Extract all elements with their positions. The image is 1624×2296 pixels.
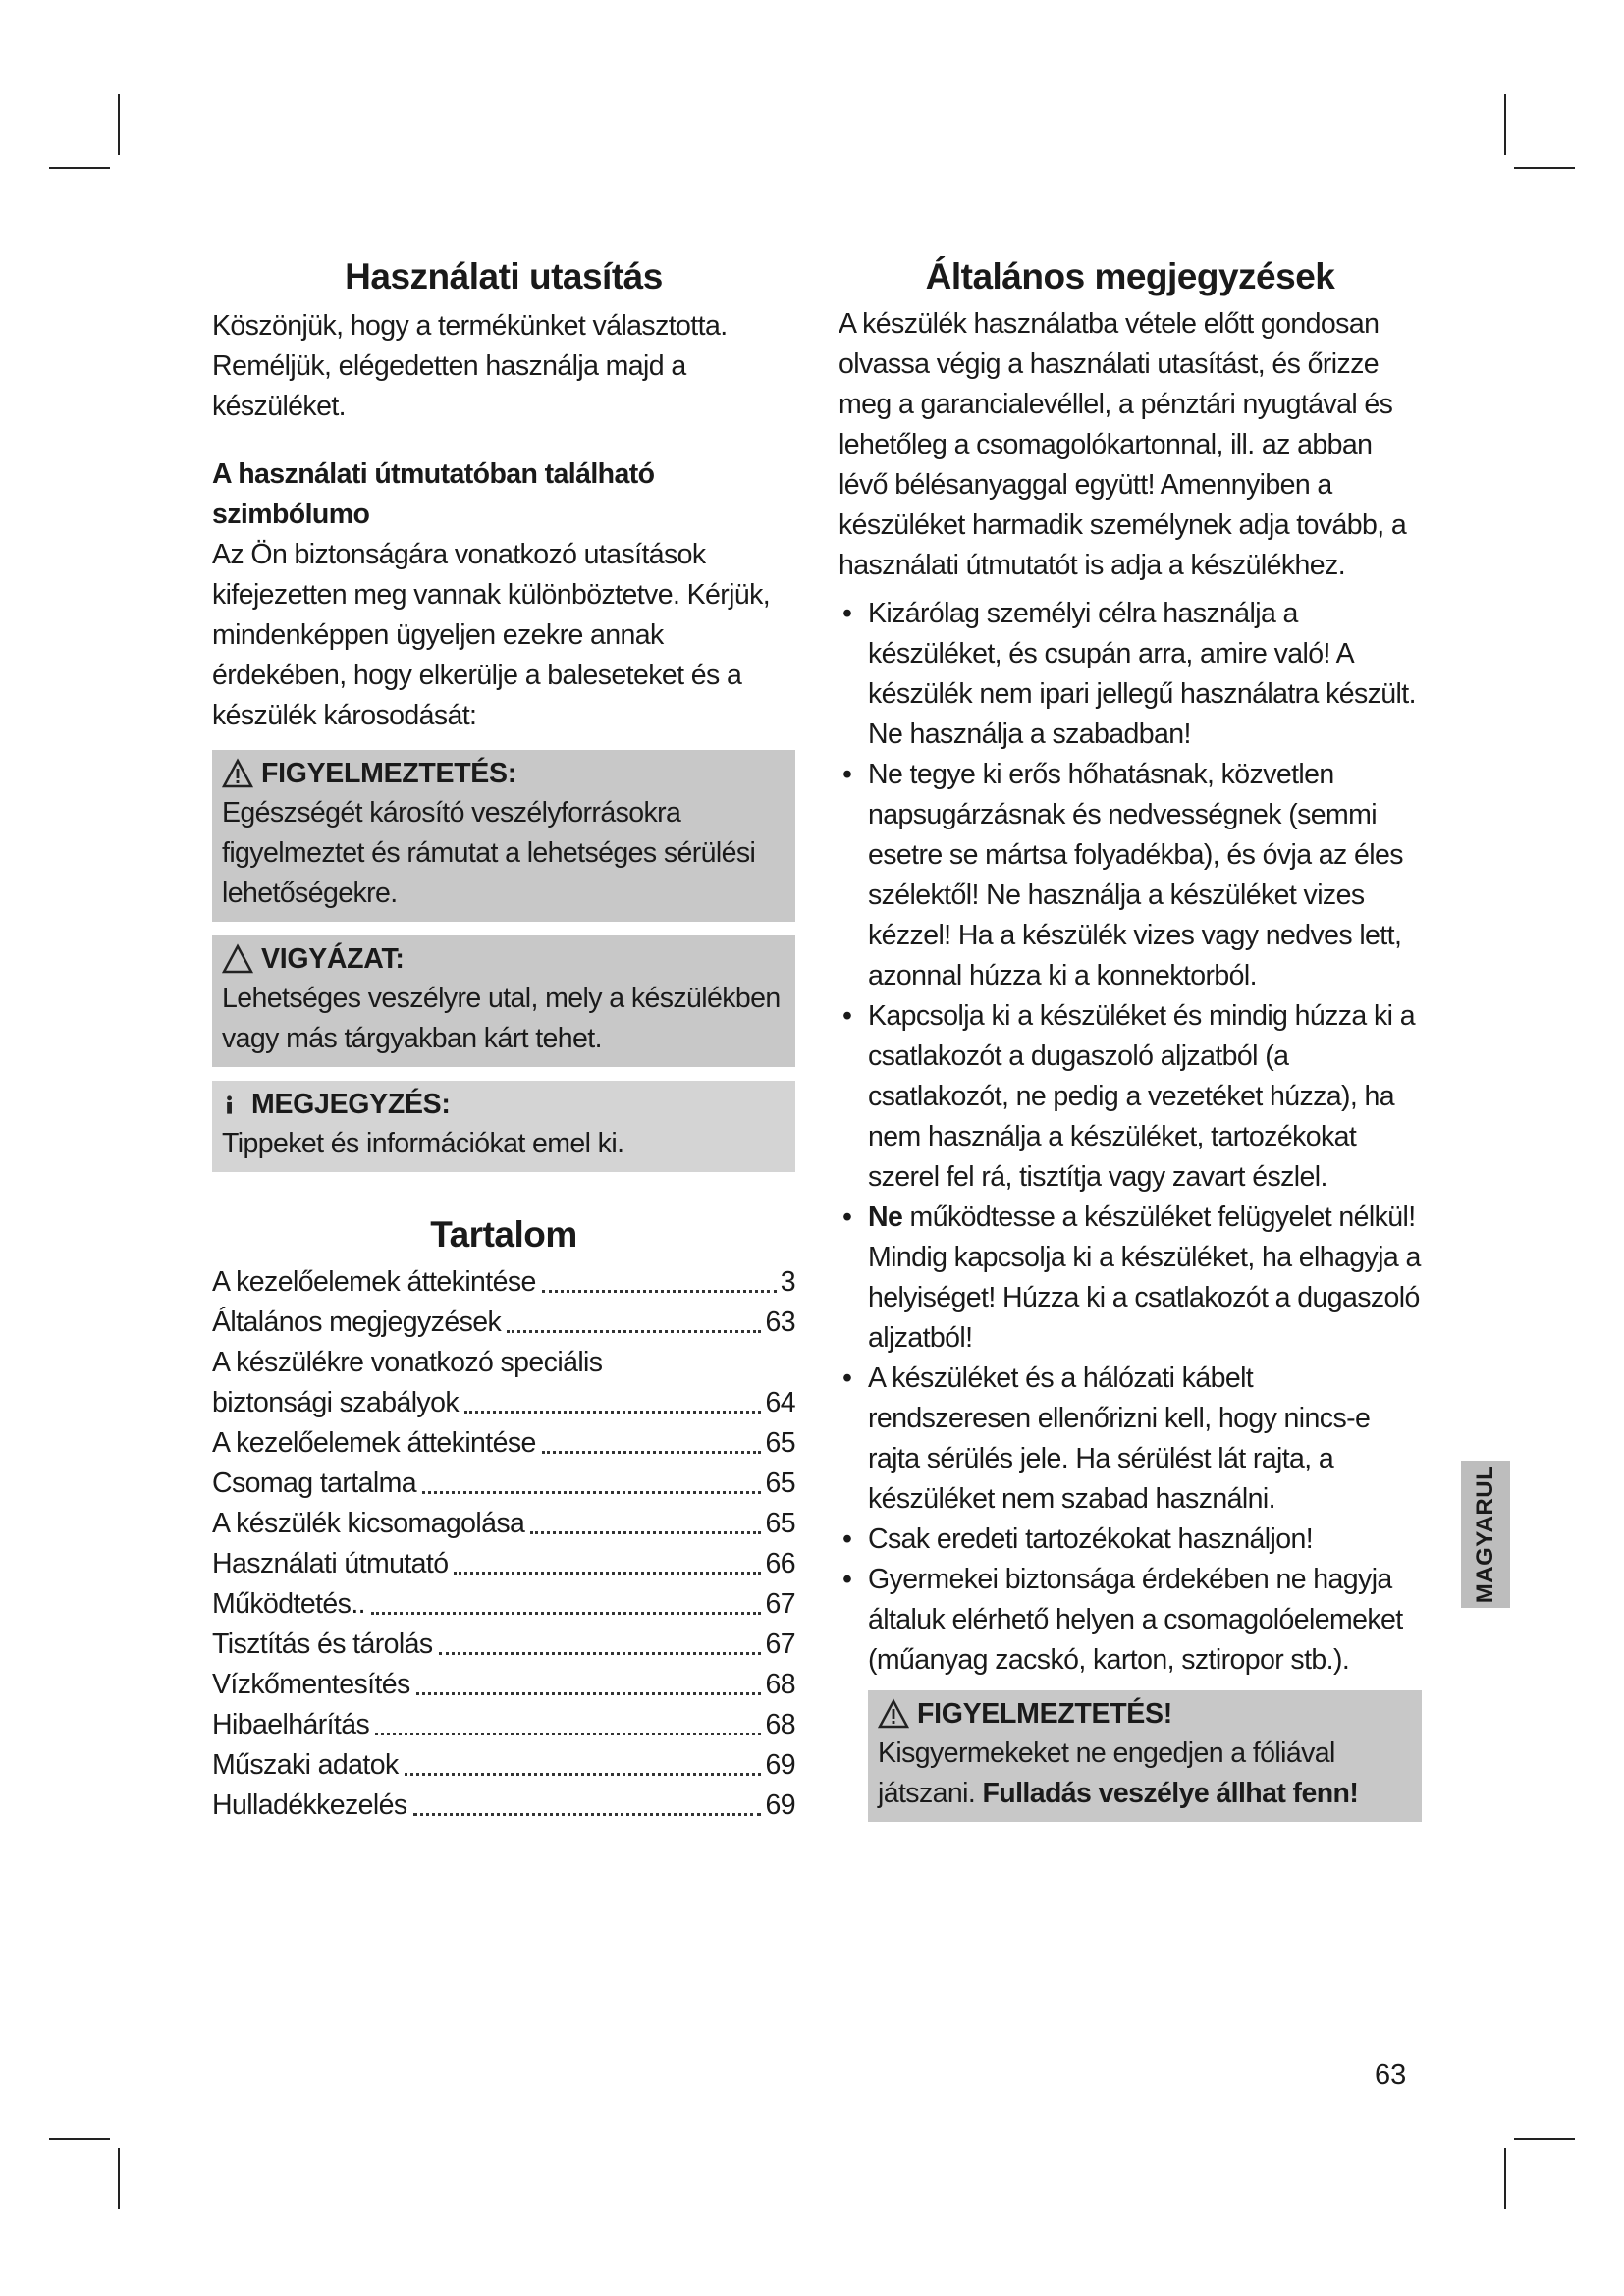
crop-mark	[1514, 167, 1575, 169]
toc-leader-dots	[464, 1411, 761, 1414]
intro-text: Köszönjük, hogy a termékünket választotta. Reméljük, elégedetten használja majd a készüléket.	[212, 310, 728, 422]
toc-label: Működtetés..	[212, 1588, 365, 1620]
toc-row	[212, 1584, 795, 1625]
warning-title: FIGYELMEZTETÉS:	[261, 758, 516, 789]
crop-mark	[118, 2148, 120, 2209]
language-tab	[1461, 1461, 1510, 1608]
crop-mark	[49, 2138, 110, 2140]
toc-page-number: 68	[765, 1669, 795, 1700]
toc-page-number: 67	[765, 1629, 795, 1660]
toc-row	[212, 1625, 795, 1665]
list-item-text: működtesse a készüléket felügyelet nélkül! Mindig kapcsolja ki a készüléket, ha elhagyja a helyiséget! Húzza ki a csatlakozót a dugaszoló aljzatból!	[868, 1201, 1421, 1354]
toc-row	[212, 1423, 795, 1464]
toc-label: Műszaki adatok	[212, 1749, 399, 1781]
toc-row	[212, 1303, 795, 1343]
symbols-heading: A használati útmutatóban található szimbólumo	[212, 458, 655, 530]
toc-page-number: 67	[765, 1588, 795, 1620]
toc-label: A készülék kicsomagolása	[212, 1508, 525, 1539]
toc-label: Általános megjegyzések	[212, 1307, 502, 1338]
toc-leader-dots	[413, 1813, 762, 1816]
toc-leader-dots	[405, 1773, 762, 1776]
list-item: • Ne tegye ki erős hőhatásnak, közvetlen napsugárzásnak és nedvességnek (semmi esetre se mártsa folyadékba), és óvja az éles szélektől! Ne használja a készüléket vizes kézzel! Ha a készülék vizes vagy nedves lett, azonnal húzza ki a konnektorból.	[839, 755, 1422, 996]
crop-mark	[1504, 94, 1506, 155]
toc-leader-dots	[507, 1330, 761, 1333]
toc-row	[212, 1383, 795, 1423]
toc-row	[212, 1544, 795, 1584]
toc-leader-dots	[530, 1531, 761, 1534]
toc-label: Hulladékkezelés	[212, 1789, 407, 1821]
list-item-bold: Ne	[868, 1201, 903, 1233]
toc-page-number: 63	[765, 1307, 795, 1338]
toc-label: A kezelőelemek áttekintése	[212, 1427, 536, 1459]
child-warning-bold: Fulladás veszélye állhat fenn!	[982, 1778, 1359, 1809]
warning-triangle-icon	[222, 758, 253, 789]
toc-row	[212, 1262, 795, 1303]
caution-text: Lehetséges veszélyre utal, mely a készülékben vagy más tárgyakban kárt tehet.	[222, 983, 781, 1054]
toc-leader-dots	[542, 1290, 777, 1293]
toc-leader-dots	[454, 1572, 761, 1575]
toc-page-number: 3	[780, 1266, 795, 1298]
note-box	[212, 1081, 795, 1172]
caution-title: VIGYÁZAT:	[261, 943, 405, 975]
note-title: MEGJEGYZÉS:	[251, 1089, 451, 1120]
list-item: • Kizárólag személyi célra használja a készüléket, és csupán arra, amire való! A készülék nem ipari jellegű használatra készült. Ne használja a szabadban!	[839, 594, 1422, 755]
crop-mark	[1504, 2148, 1506, 2209]
warning-text: Egészségét károsító veszélyforrásokra figyelmeztet és rámutat a lehetséges sérülési lehetőségekre.	[222, 797, 756, 909]
list-item: • Kapcsolja ki a készüléket és mindig húzza ki a csatlakozót a dugaszoló aljzatból (a csatlakozót, ne pedig a vezetéket húzza), ha nem használja a készüléket, tartozékokat szerel fel rá, tisztítja vagy zavart észlel.	[839, 996, 1422, 1198]
toc-leader-dots	[439, 1652, 762, 1655]
info-icon	[222, 1089, 244, 1120]
toc-label: Vízkőmentesítés	[212, 1669, 410, 1700]
caution-triangle-icon	[222, 943, 253, 975]
toc-label: A kezelőelemek áttekintése	[212, 1266, 536, 1298]
toc-label: Használati útmutató	[212, 1548, 449, 1579]
toc-label: A készülékre vonatkozó speciális	[212, 1347, 603, 1378]
toc-page-number: 64	[765, 1387, 795, 1418]
toc-leader-dots	[422, 1491, 761, 1494]
child-warning-title: FIGYELMEZTETÉS!	[917, 1698, 1172, 1730]
symbols-text: Az Ön biztonságára vonatkozó utasítások kifejezetten meg vannak különböztetve. Kérjük, mindenképpen ügyeljen ezekre annak érdekében, hogy elkerülje a baleseteket és a készülék károsodását:	[212, 539, 771, 731]
right-column	[839, 253, 1422, 1822]
child-warning-box	[868, 1690, 1422, 1822]
caution-box	[212, 935, 795, 1067]
toc-label: biztonsági szabályok	[212, 1387, 459, 1418]
toc-page-number: 66	[765, 1548, 795, 1579]
toc-leader-dots	[375, 1733, 761, 1735]
toc-page-number: 65	[765, 1427, 795, 1459]
toc-row	[212, 1745, 795, 1786]
toc-row	[212, 1665, 795, 1705]
general-intro: A készülék használatba vétele előtt gondosan olvassa végig a használati utasítást, és őrizze meg a garancialevéllel, a pénztári nyugtával és lehetőleg a csomagolókartonnal, ill. az abban lévő bélésanyaggal együtt! Amennyiben a készüléket harmadik személynek adja tovább, a használati útmutatót is adja a készülékhez.	[839, 308, 1407, 581]
toc-leader-dots	[542, 1451, 762, 1454]
list-item: • Gyermekei biztonsága érdekében ne hagyja általuk elérhető helyen a csomagolóelemeket (műanyag zacskó, karton, sztiropor stb.).	[839, 1560, 1422, 1681]
toc-row	[212, 1343, 795, 1383]
page-title: Használati utasítás	[345, 256, 663, 296]
section-title: Általános megjegyzések	[925, 256, 1335, 296]
toc-row	[212, 1504, 795, 1544]
toc-title: Tartalom	[430, 1214, 577, 1255]
page-number: 63	[1375, 2059, 1407, 2091]
toc-page-number: 65	[765, 1468, 795, 1499]
toc-row	[212, 1705, 795, 1745]
language-label: MAGYARUL	[1472, 1465, 1499, 1604]
child-warning-text: Kisgyermekeket ne engedjen a fóliával játszani.	[878, 1737, 1335, 1809]
warning-box	[212, 750, 795, 922]
toc-leader-dots	[416, 1692, 762, 1695]
warning-triangle-icon	[878, 1698, 909, 1730]
toc-label: Csomag tartalma	[212, 1468, 416, 1499]
list-item: • Csak eredeti tartozékokat használjon!	[839, 1520, 1422, 1560]
left-column	[212, 253, 795, 1826]
crop-mark	[49, 167, 110, 169]
note-text: Tippeket és információkat emel ki.	[222, 1128, 624, 1159]
toc-row	[212, 1786, 795, 1826]
safety-list	[839, 594, 1422, 1681]
crop-mark	[118, 94, 120, 155]
toc-label: Tisztítás és tárolás	[212, 1629, 433, 1660]
list-item: • A készüléket és a hálózati kábelt rendszeresen ellenőrizni kell, hogy nincs-e rajta sérülés jele. Ha sérülést lát rajta, a készüléket nem szabad használni.	[839, 1359, 1422, 1520]
toc-page-number: 65	[765, 1508, 795, 1539]
list-item	[839, 1198, 1422, 1359]
toc-leader-dots	[371, 1612, 762, 1615]
crop-mark	[1514, 2138, 1575, 2140]
table-of-contents	[212, 1262, 795, 1826]
toc-row	[212, 1464, 795, 1504]
toc-label: Hibaelhárítás	[212, 1709, 370, 1740]
toc-page-number: 69	[765, 1749, 795, 1781]
toc-page-number: 69	[765, 1789, 795, 1821]
toc-page-number: 68	[765, 1709, 795, 1740]
